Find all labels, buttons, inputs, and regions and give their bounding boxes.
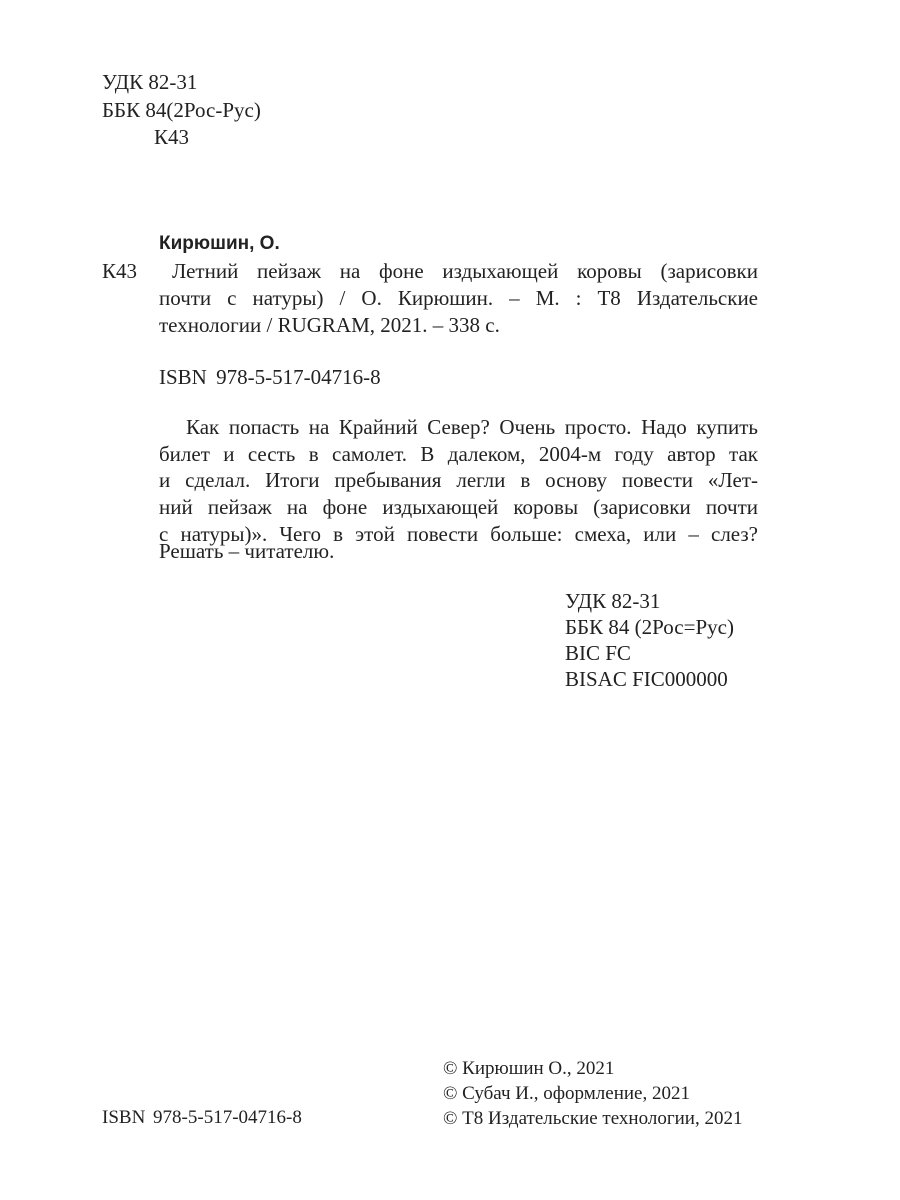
author-mark-entry: К43: [102, 259, 138, 283]
author-heading: Кирюшин, О.: [159, 233, 280, 254]
author-mark-top: К43: [154, 125, 190, 149]
isbn-footer: ISBN 978-5-517-04716-8: [102, 1107, 302, 1128]
catalog-description-line-2: почти с натуры) / О. Кирюшин. – М. : Т8 Издательские: [159, 286, 758, 310]
annotation-line-6: [159, 538, 334, 564]
udk-code-right: УДК 82-31: [565, 589, 661, 613]
copyright-design: © Субач И., оформление, 2021: [443, 1083, 690, 1104]
bbk-code-top: ББК 84(2Рос-Рус): [102, 98, 261, 122]
copyright-publisher: © Т8 Издательские технологии, 2021: [443, 1108, 743, 1129]
catalog-description-line-1: Летний пейзаж на фоне издыхающей коровы (зарисовки: [172, 259, 758, 283]
annotation-line-4: ний пейзаж на фоне издыхающей коровы (зарисовки почти: [159, 495, 758, 519]
annotation-line-5: с натуры)». Чего в этой повести больше: смеха, или – слез?: [159, 522, 758, 546]
annotation-line-3: и сделал. Итоги пребывания легли в основу повести «Лет-: [159, 468, 758, 492]
copyright-author: © Кирюшин О., 2021: [443, 1058, 615, 1079]
catalog-description-line-3: технологии / RUGRAM, 2021. – 338 с.: [159, 313, 500, 337]
annotation-line-2: билет и сесть в самолет. В далеком, 2004-м году автор так: [159, 442, 758, 466]
annotation-line-1: Как попасть на Крайний Север? Очень просто. Надо купить: [186, 415, 758, 439]
bic-code: BIC FC: [565, 641, 631, 665]
annotation-line-6-text: Решать – читателю.: [159, 539, 335, 563]
udk-code-top: УДК 82-31: [102, 70, 198, 94]
bbk-code-right: ББК 84 (2Рос=Рус): [565, 615, 734, 639]
isbn-entry: ISBN 978-5-517-04716-8: [159, 365, 381, 389]
bisac-code: BISAC FIC000000: [565, 667, 728, 691]
